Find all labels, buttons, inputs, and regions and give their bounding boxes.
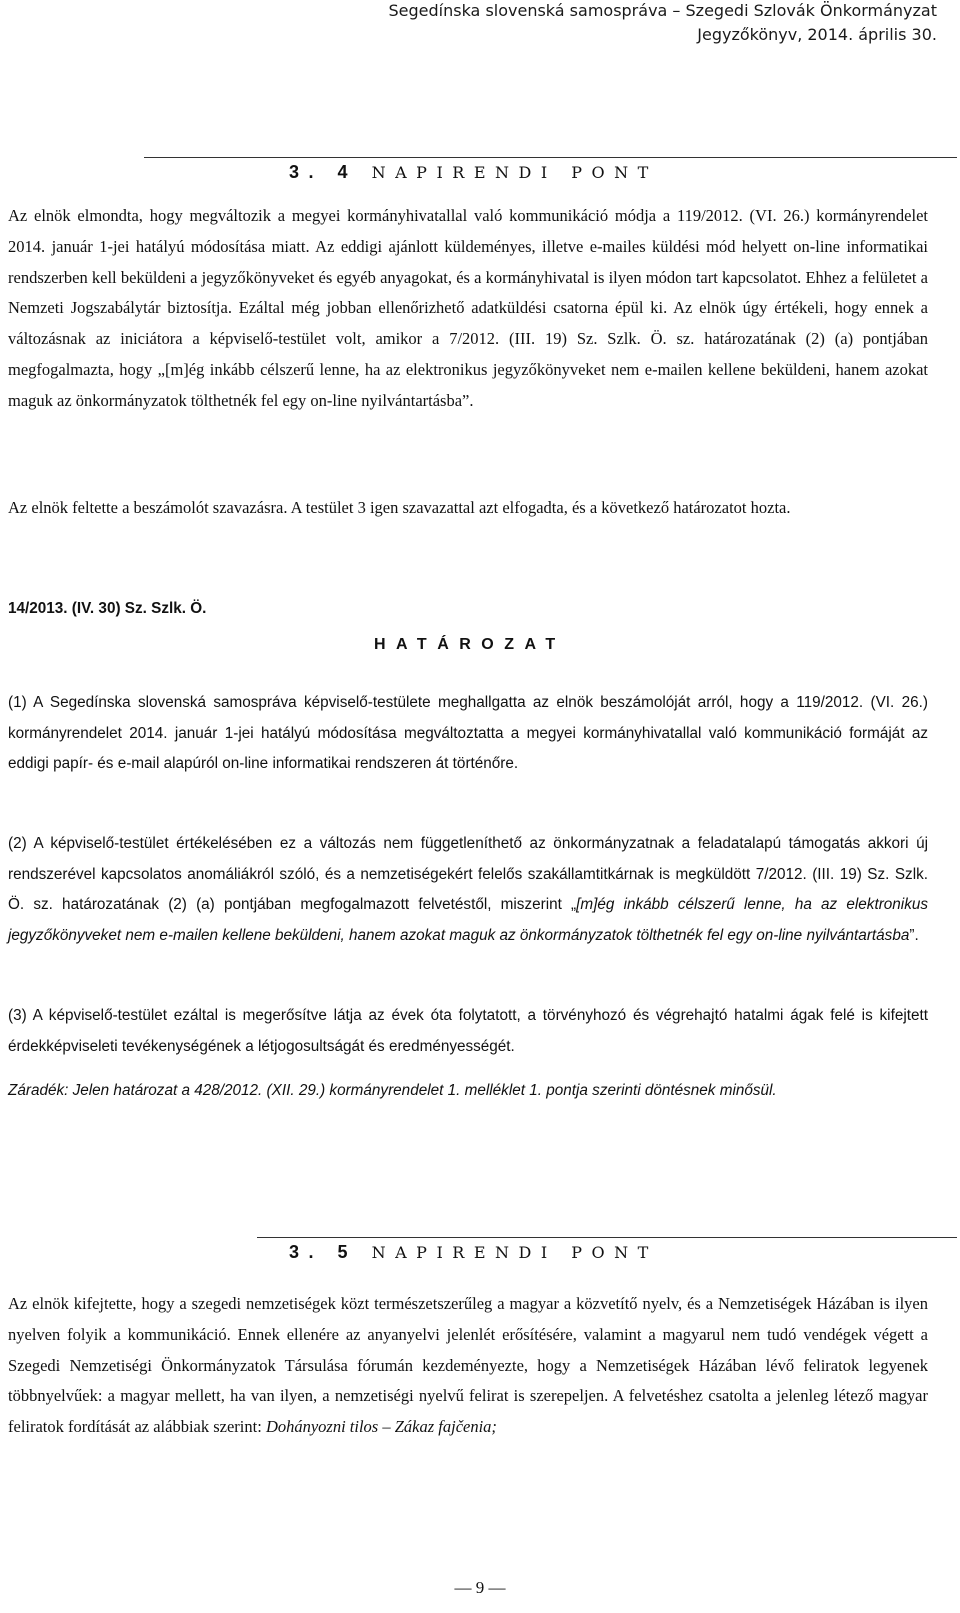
heading-text: NAPIRENDI PONT xyxy=(371,163,658,182)
paragraph-intro: Az elnök elmondta, hogy megváltozik a megyei kormányhivatallal való kommunikáció módja a 119/2012. (VI. 26.) kormányrendelet 2014. január 1-jei hatályú módosítása miatt. Az eddigi ajánlott küldeményes, illetve e-mailes küldési mód helyett on-line informatikai rendszerben kell beküldeni a jegyzőkönyveket és egyéb anyagokat, és a kormányhivatal is ilyen módon tart kapcsolatot. Ehhez a felületet a Nemzeti Jogszabálytár biztosítja. Ezáltal még jobban ellenőrizhető adatküldési csatorna épül ki. Az elnök úgy értékeli, hogy ennek a változásnak az iniciátora a képviselő-testület volt, amikor a 7/2012. (III. 19) Sz. Szlk. Ö. sz. határozatának (2) (a) pontjában megfogalmazta, hogy „[m]ég inkább célszerű lenne, ha az elektronikus jegyzőkönyveket nem e-mailen kellene beküldeni, hanem azokat maguk az önkormányzatok tölthetnék fel egy on-line nyilvántartásba”. xyxy=(8,206,928,410)
header-line-2: Jegyzőkönyv, 2014. április 30. xyxy=(697,25,937,44)
section-divider xyxy=(144,157,957,158)
languages-example: Dohányozni tilos – Zákaz fajčenia; xyxy=(265,1417,497,1437)
point-2-text: (2) A képviselő-testület értékelésében ez a változás nem függetleníthető az önkormányzatnak a feladatalapú támogatás akkori új rendszerével kapcsolatos anomáliákról szóló, és a nemzetiségekért felelős szakállamtitkárnak is megküldött 7/2012. (III. 19) Sz. Szlk. Ö. sz. határozatának (2) (a) pontjában megfogalmazott felvetéstől, miszerint „ xyxy=(8,835,928,914)
point-2-end: ”. xyxy=(909,926,919,944)
resolution-point-1: (1) A Segedínska slovenská samospráva képviselő-testülete meghallgatta az elnök beszámolóját arról, hogy a 119/2012. (VI. 26.) kormányrendelet 2014. január 1-jei hatályú módosítása megváltoztatta a megyei kormányhivatallal való kommunikáció formáját az eddigi papír- és e-mail alapúról on-line informatikai rendszeren át történőre. xyxy=(8,694,928,773)
heading-number-2: 3. 5 xyxy=(289,1242,358,1262)
heading-number: 3. 4 xyxy=(289,162,358,182)
resolution-clause: Záradék: Jelen határozat a 428/2012. (XII. 29.) kormányrendelet 1. melléklet 1. pontja szerinti döntésnek minősül. xyxy=(8,1082,777,1099)
point-2-quote: [m]ég inkább célszerű lenne, ha az elektronikus jegyzőkönyveket nem e-mailen kellene beküldeni, hanem azokat maguk az önkormányzatok tölthetnék fel egy on-line nyilvántartásba xyxy=(8,896,929,944)
page-number: — 9 — xyxy=(454,1578,506,1597)
resolution-number: 14/2013. (IV. 30) Sz. Szlk. Ö. xyxy=(8,600,207,617)
section-heading-3-5 xyxy=(289,1242,658,1263)
header-line-1: Segedínska slovenská samospráva – Szegedi Szlovák Önkormányzat xyxy=(388,1,937,20)
resolution-point-3: (3) A képviselő-testület ezáltal is megerősítve látja az évek óta folytatott, a törvényhozó és végrehajtó hatalmi ágak felé is kifejtett érdekképviseleti tevékenységének a létjogosultságát és eredményességét. xyxy=(8,1007,928,1055)
section-divider-2 xyxy=(257,1237,957,1238)
resolution-point-2 xyxy=(8,829,928,951)
paragraph-languages xyxy=(8,1289,928,1443)
languages-text: Az elnök kifejtette, hogy a szegedi nemzetiségek közt természetszerűleg a magyar a közvetítő nyelv, és a Nemzetiségek Házában is ilyen nyelven folyik a kommunikáció. Ennek ellenére az anyanyelvi jelenlét erősítésére, valamint a magyarul nem tudó vendégek végett a Szegedi Nemzetiségi Önkormányzatok Társulása fórumán kezdeményezte, hogy a Nemzetiségek Házában lévő feliratok legyenek többnyelvűek: a magyar mellett, ha van ilyen, a nemzetiségi nyelvű felirat is szerepeljen. A felvetéshez csatolta a jelenleg létező magyar feliratok fordítását az alábbiak szerint: xyxy=(8,1294,928,1437)
section-heading-3-4 xyxy=(289,162,658,183)
heading-text-2: NAPIRENDI PONT xyxy=(371,1243,658,1262)
resolution-title: HATÁROZAT xyxy=(374,636,566,653)
paragraph-vote: Az elnök feltette a beszámolót szavazásra. A testület 3 igen szavazattal azt elfogadta, és a következő határozatot hozta. xyxy=(8,498,791,517)
